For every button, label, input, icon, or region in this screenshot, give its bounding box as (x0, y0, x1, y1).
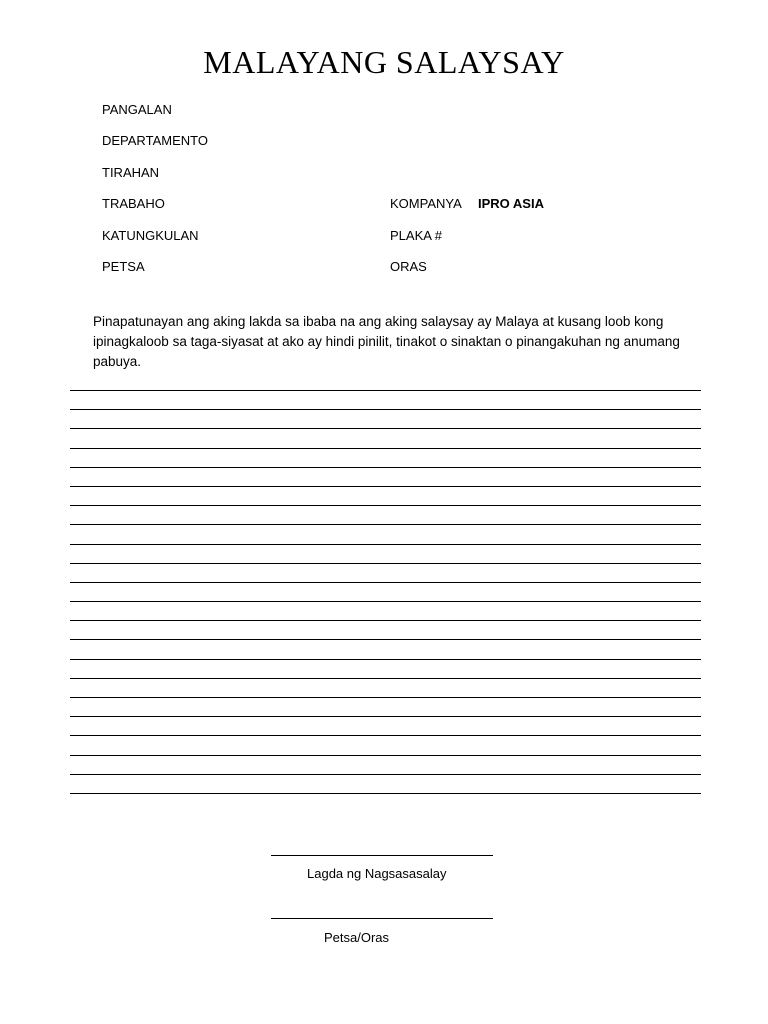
writing-line (70, 659, 701, 660)
writing-line (70, 793, 701, 794)
signature-line (271, 855, 493, 856)
writing-line (70, 467, 701, 468)
date-time-line (271, 918, 493, 919)
statement-paragraph: Pinapatunayan ang aking lakda sa ibaba na ang aking salaysay ay Malaya at kusang loob kong ipinagkaloob sa taga-siyasat at ako ay hindi pinilit, tinakot o sinaktan o pinangakuhan ng anumang pabuya. (93, 314, 680, 369)
writing-line (70, 544, 701, 545)
writing-line (70, 697, 701, 698)
writing-line (70, 755, 701, 756)
date-time-label: Petsa/Oras (324, 930, 390, 945)
field-label-tirahan: TIRAHAN (102, 165, 160, 180)
field-label-petsa: PETSA (102, 259, 145, 274)
document-title: MALAYANG SALAYSAY (203, 44, 565, 80)
field-label-pangalan: PANGALAN (102, 102, 172, 117)
writing-line (70, 678, 701, 679)
field-value-kompanya: IPRO ASIA (478, 196, 544, 211)
writing-line (70, 639, 701, 640)
field-label-kompanya: KOMPANYA (390, 196, 462, 211)
writing-line (70, 774, 701, 775)
field-label-plaka: PLAKA # (390, 228, 443, 243)
field-label-oras: ORAS (390, 259, 427, 274)
writing-line (70, 390, 701, 391)
writing-line (70, 486, 701, 487)
writing-line (70, 563, 701, 564)
writing-line (70, 716, 701, 717)
writing-line (70, 428, 701, 429)
writing-line (70, 409, 701, 410)
field-label-departamento: DEPARTAMENTO (102, 133, 208, 148)
writing-line (70, 524, 701, 525)
signature-label: Lagda ng Nagsasasalay (307, 866, 447, 881)
writing-line (70, 505, 701, 506)
writing-lines (70, 390, 701, 812)
writing-line (70, 620, 701, 621)
field-label-trabaho: TRABAHO (102, 196, 165, 211)
field-label-katungkulan: KATUNGKULAN (102, 228, 199, 243)
writing-line (70, 582, 701, 583)
writing-line (70, 448, 701, 449)
writing-line (70, 601, 701, 602)
writing-line (70, 735, 701, 736)
